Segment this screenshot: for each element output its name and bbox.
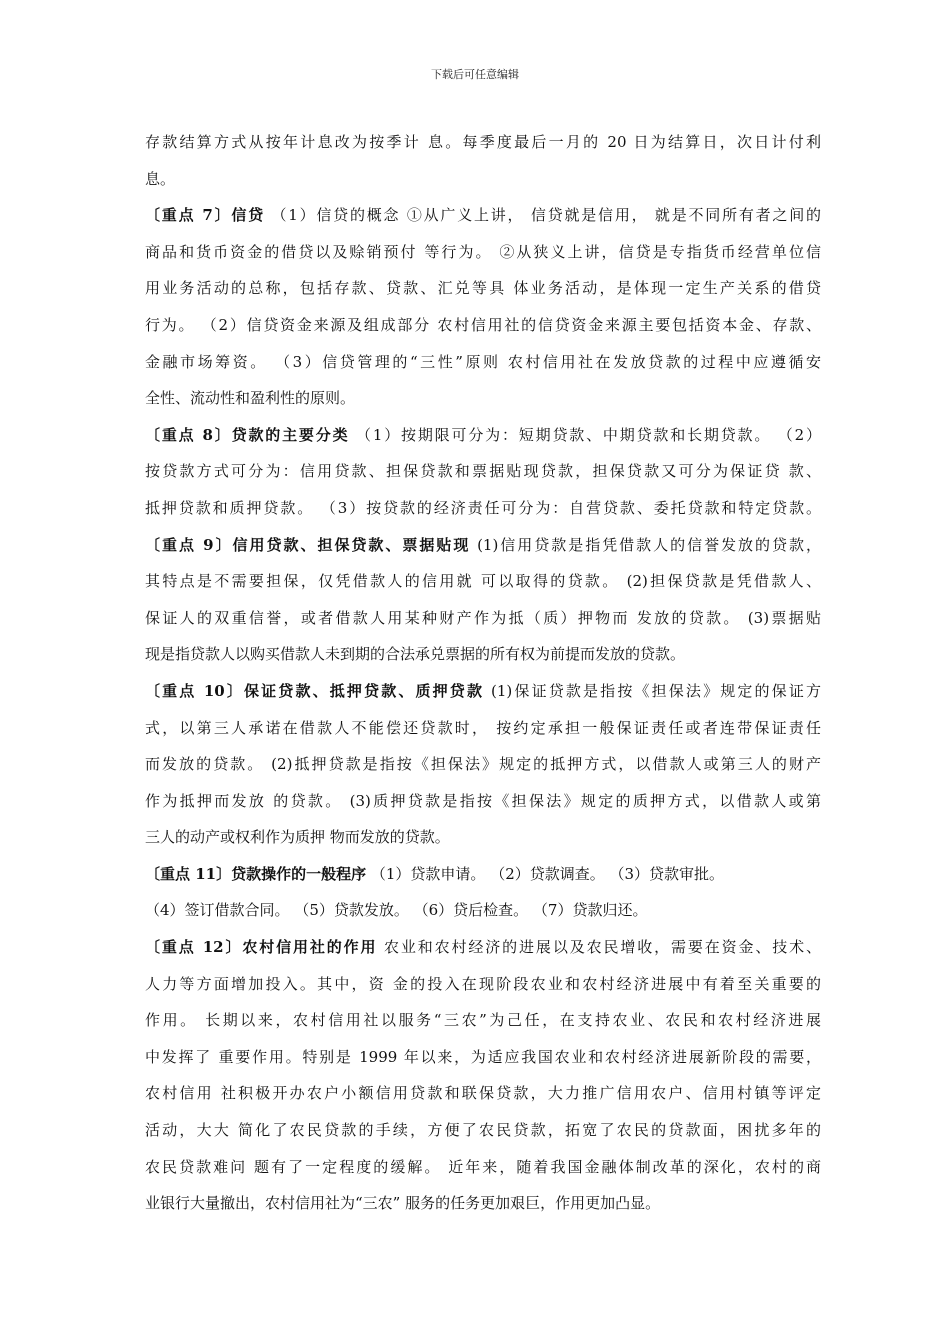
text-line [145, 234, 821, 271]
text-line [145, 380, 821, 417]
text-line [145, 929, 821, 966]
text-line [145, 746, 821, 783]
body-text: 其特点是不需要担保，仅凭借款人的信用就 可以取得的贷款。 (2)担保贷款是凭借款人、 [145, 572, 821, 591]
body-text: 作为抵押而发放 的贷款。 (3)质押贷款是指按《担保法》规定的质押方式，以借款人或第 [145, 791, 821, 810]
text-line [145, 1149, 821, 1186]
text-line [145, 1075, 821, 1112]
text-line [145, 673, 821, 710]
text-line [145, 344, 821, 381]
text-line [145, 161, 821, 198]
body-text: （1）按期限可分为：短期贷款、中期贷款和长期贷款。 （2） [349, 425, 821, 444]
text-line [145, 783, 821, 820]
section-heading: 〔重点 7〕信贷 [145, 206, 265, 225]
text-line [145, 892, 821, 929]
text-line [145, 1002, 821, 1039]
body-text: 金融市场筹资。 （3）信贷管理的“三性”原则 农村信用社在发放贷款的过程中应遵循安 [145, 352, 821, 371]
text-line [145, 1185, 821, 1222]
body-text: （4）签订借款合同。 （5）贷款发放。 （6）贷后检查。 （7）贷款归还。 [145, 901, 648, 920]
body-text: （1）贷款申请。 （2）贷款调查。 （3）贷款审批。 [366, 864, 725, 883]
text-line [145, 270, 821, 307]
body-text: 商品和货币资金的借贷以及赊销预付 等行为。 ②从狭义上讲，信贷是专指货币经营单位信 [145, 242, 821, 261]
section-heading: 〔重点 8〕贷款的主要分类 [145, 425, 350, 444]
text-line [145, 966, 821, 1003]
text-line [145, 453, 821, 490]
body-text: 三人的动产或权利作为质押 物而发放的贷款。 [145, 828, 450, 847]
body-text: 人力等方面增加投入。其中，资 金的投入在现阶段农业和农村经济进展中有着至关重要的 [145, 974, 821, 993]
text-line [145, 563, 821, 600]
body-text: 用业务活动的总称，包括存款、贷款、汇兑等具 体业务活动，是体现一定生产关系的借贷 [145, 279, 821, 298]
body-text: 行为。 （2）信贷资金来源及组成部分 农村信用社的信贷资金来源主要包括资本金、存款、 [145, 315, 821, 334]
body-text: 中发挥了 重要作用。特别是 1999 年以来，为适应我国农业和农村经济进展新阶段的需要， [145, 1047, 821, 1066]
body-text: 全性、流动性和盈利性的原则。 [145, 389, 356, 408]
text-line [145, 819, 821, 856]
section-heading: 〔重点 11〕贷款操作的一般程序 [145, 864, 367, 883]
body-text: 农民贷款难问 题有了一定程度的缓解。 近年来，随着我国金融体制改革的深化，农村的商 [145, 1157, 821, 1176]
body-text: (1)信用贷款是指凭借款人的信誉发放的贷款， [470, 535, 821, 554]
text-line [145, 856, 821, 893]
page-header: 下载后可任意编辑 [431, 68, 519, 81]
text-line [145, 197, 821, 234]
body-text: （1）信贷的概念 ①从广义上讲， 信贷就是信用， 就是不同所有者之间的 [264, 206, 821, 225]
body-text: 农村信用 社积极开办农户小额信用贷款和联保贷款，大力推广信用农户、信用村镇等评定 [145, 1084, 821, 1103]
body-text: 作用。 长期以来，农村信用社以服务“三农”为己任，在支持农业、农民和农村经济进展 [145, 1011, 821, 1030]
body-text: 存款结算方式从按年计息改为按季计 息。每季度最后一月的 20 日为结算日，次日计付利 [145, 133, 821, 151]
body-text: 现是指贷款人以购买借款人未到期的合法承兑票据的所有权为前提而发放的贷款。 [145, 645, 686, 664]
body-text: 式，以第三人承诺在借款人不能偿还贷款时， 按约定承担一般保证责任或者连带保证责任 [145, 718, 821, 737]
text-line [145, 636, 821, 673]
section-heading: 〔重点 9〕信用贷款、担保贷款、票据贴现 [145, 535, 471, 554]
body-text: 按贷款方式可分为：信用贷款、担保贷款和票据贴现贷款，担保贷款又可分为保证贷 款、 [145, 462, 821, 481]
text-line [145, 124, 821, 161]
section-heading: 〔重点 10〕保证贷款、抵押贷款、质押贷款 [145, 681, 485, 700]
body-text: 抵押贷款和质押贷款。 （3）按贷款的经济责任可分为：自营贷款、委托贷款和特定贷款。 [145, 498, 821, 517]
text-line [145, 417, 821, 454]
body-text: 农业和农村经济的进展以及农民增收，需要在资金、技术、 [377, 938, 821, 957]
body-text: 业银行大量撤出，农村信用社为“三农” 服务的任务更加艰巨，作用更加凸显。 [145, 1194, 661, 1213]
body-text: (1)保证贷款是指按《担保法》规定的保证方 [484, 681, 821, 700]
text-line [145, 307, 821, 344]
text-line [145, 527, 821, 564]
text-line [145, 1039, 821, 1076]
text-line [145, 1112, 821, 1149]
document-body [145, 124, 821, 1222]
body-text: 而发放的贷款。 (2)抵押贷款是指按《担保法》规定的抵押方式，以借款人或第三人的财产 [145, 755, 821, 774]
body-text: 息。 [145, 169, 176, 188]
body-text: 活动，大大 简化了农民贷款的手续，方便了农民贷款，拓宽了农民的贷款面，困扰多年的 [145, 1121, 821, 1140]
body-text: 保证人的双重信誉，或者借款人用某种财产作为抵（质）押物而 发放的贷款。 (3)票据贴 [145, 608, 821, 627]
text-line [145, 490, 821, 527]
text-line [145, 710, 821, 747]
text-line [145, 600, 821, 637]
section-heading: 〔重点 12〕农村信用社的作用 [145, 938, 378, 957]
